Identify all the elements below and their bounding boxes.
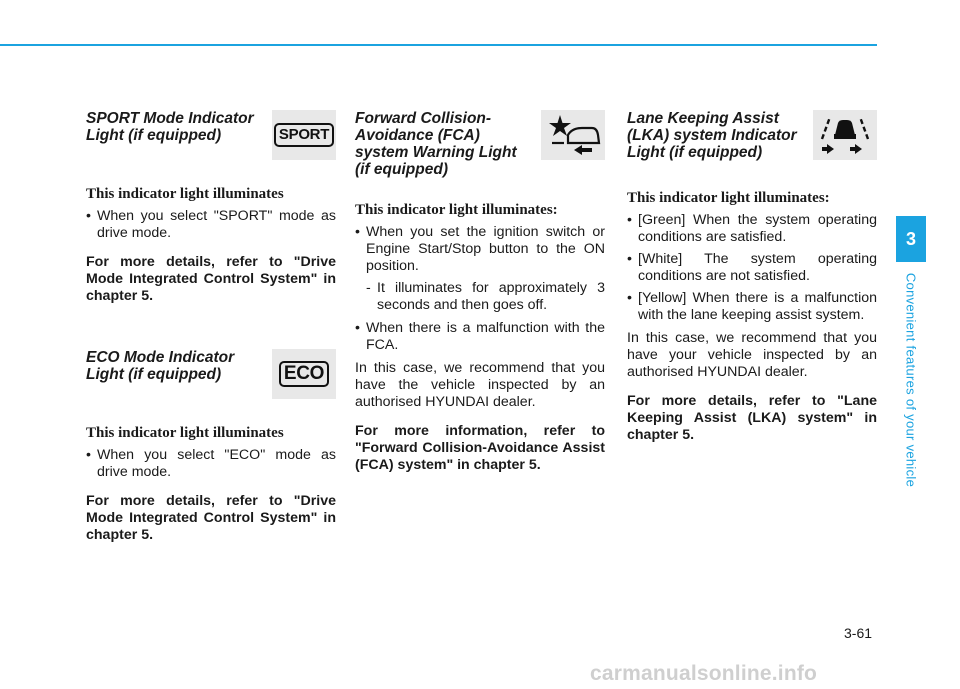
lka-note: For more details, refer to "Lane Keeping Assist (LKA) system" in chapter 5. (627, 393, 877, 443)
lka-indicator-icon (813, 110, 877, 160)
fca-section-title: Forward Collision-Avoidance (FCA) system Warning Light (if equipped) (355, 110, 517, 178)
sport-indicator-icon (272, 110, 336, 160)
fca-bullet: • When there is a malfunction with the FCA. (355, 320, 605, 354)
watermark: carmanualsonline.info (590, 662, 818, 685)
fca-bullets (355, 224, 605, 275)
lka-subheading: This indicator light illuminates: (627, 190, 830, 206)
eco-icon-label: ECO (279, 361, 329, 387)
eco-bullet: • When you select "ECO" mode as drive mode. (86, 447, 336, 481)
lka-indicator-icon-graphic (816, 113, 874, 157)
eco-bullets (86, 447, 336, 481)
fca-warning-icon-graphic (544, 113, 602, 157)
lka-bullets (627, 212, 877, 324)
lka-section-header (627, 110, 877, 182)
lka-bullet: • [Green] When the system operating conditions are satisfied. (627, 212, 877, 246)
sport-section-title: SPORT Mode Indicator Light (if equipped) (86, 110, 254, 144)
header-rule (0, 44, 877, 46)
fca-bullets-2 (355, 320, 605, 354)
column-left (86, 110, 336, 544)
page-number: 3-61 (844, 625, 873, 641)
column-right (627, 110, 877, 444)
fca-dash-text: It illuminates for approximately 3 seconds and then goes off. (377, 280, 605, 313)
eco-note: For more details, refer to "Drive Mode Integrated Control System" in chapter 5. (86, 493, 336, 543)
eco-indicator-icon (272, 349, 336, 399)
fca-subheading: This indicator light illuminates: (355, 202, 558, 218)
lka-bullet: • [White] The system operating conditions are not satisfied. (627, 251, 877, 285)
fca-note: For more information, refer to "Forward Collision-Avoidance Assist (FCA) system" in chapter 5. (355, 423, 605, 473)
fca-dash-item: - It illuminates for approximately 3 seconds and then goes off. (366, 280, 605, 313)
lka-bullet: • [Yellow] When there is a malfunction with the lane keeping assist system. (627, 290, 877, 324)
eco-section-header (86, 349, 336, 403)
sport-bullet: • When you select "SPORT" mode as drive mode. (86, 208, 336, 242)
fca-warning-icon (541, 110, 605, 160)
fca-body: In this case, we recommend that you have the vehicle inspected by an authorised HYUNDAI dealer. (355, 360, 605, 410)
sport-subheading: This indicator light illuminates (86, 186, 284, 202)
eco-subheading: This indicator light illuminates (86, 425, 284, 441)
sport-bullets (86, 208, 336, 242)
eco-section-title: ECO Mode Indicator Light (if equipped) (86, 349, 235, 383)
lka-body: In this case, we recommend that you have your vehicle inspected by an authorised HYUNDAI dealer. (627, 330, 877, 380)
sport-section-header (86, 110, 336, 164)
fca-bullet: • When you set the ignition switch or Engine Start/Stop button to the ON position. (355, 224, 605, 275)
column-middle (355, 110, 605, 474)
fca-section-header (355, 110, 605, 182)
sport-icon-label: SPORT (274, 123, 334, 147)
chapter-number-tab: 3 (896, 216, 926, 262)
sport-note: For more details, refer to "Drive Mode Integrated Control System" in chapter 5. (86, 254, 336, 304)
chapter-title: Convenient features of your vehicle (903, 272, 919, 488)
lka-section-title: Lane Keeping Assist (LKA) system Indicator Light (if equipped) (627, 110, 797, 161)
